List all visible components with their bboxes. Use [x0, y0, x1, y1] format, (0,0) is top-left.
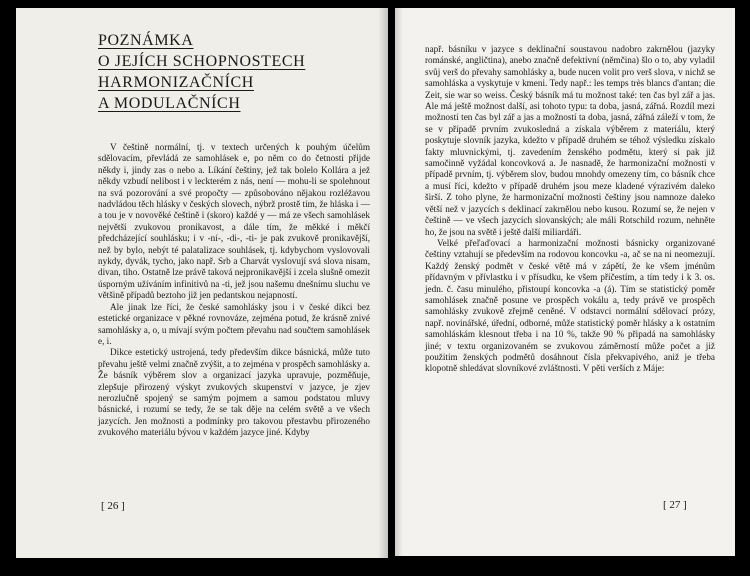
right-body-text [425, 44, 715, 375]
left-page [16, 8, 388, 558]
page-number: [ 26 ] [101, 500, 125, 512]
gutter-shadow [378, 8, 388, 558]
paragraph: Velké přeľaďovací a harmonizační možnosti básnicky organizované češtiny vztahují se především na rodovou koncovku -a, ač se na ni neomezují. Každý ženský podmět v české větě má v zápětí, že ke všem jménům přídavným v přívlastku i v přísudku, ke všem příčestím, a tím tedy i k 3. os. jedn. č. času minulého, přistoupí koncovka -a (á). Tím se statistický poměr samohlásek značně posune ve prospěch vokálu a, tedy právě ve prospěch samohlásky zvukově zřejmě ceněné. V odstavci normální sdělovací prózy, např. novinářské, úřední, odborné, může statistický poměr hlásky a k ostatním samohláskám klesnout třeba i na 10 %, takže 90 % připadá na samohlásky jiné; v textu organizovaném se zvukovou záměrností může počet a již použitím ženských podmětů dosáhnout čísla překvapivého, aniž je třeba klopotně shledávat slovníkové zvláštnosti. V pěti verších z Máje: [425, 237, 715, 374]
chapter-title [98, 30, 368, 114]
paragraph: V češtině normální, tj. v textech určených k pouhým účelům sdělovacím, převládá ze samohlásek e, po něm co do četnosti přijde někdy i, jindy zas o nebo a. Líkání češtiny, jež tak bolelo Kollára a jež někdy vzbudí nelibost i v leckterém z nás, není — mohu-li se spolehnout na svá pozorování a své propočty — způsobováno nějakou rozléžavou nadvládou těch hlásky v českých slovech, nýbrž prostě tím, že hláska i — a tou je v novověké češtině i (skoro) každé y — má ze všech samohlásek největší zvukovou pronikavost, a dále tím, že měkké i měkčí předcházející souhlásku; i v -ní-, -di-, -ti- je pak zvukově pronikavější, než by bylo, nebýt té palatalizace souhlásek, tj. kdybychom vyslovovali nykdy, dyvák, tycho, jako např. Srb a Charvát vyslovují svá slova nisam, divan, tiho. Ostatně lze právě taková nejpronikavější i zcela slušně omezit úsporným užíváním infinitivů na -ti, jež jsou našemu dnešnímu sluchu ve většině případů beztoho již jen pedantskou nejapností. [98, 142, 370, 301]
right-page [395, 8, 735, 556]
gutter-shadow [395, 8, 403, 556]
left-body-text [98, 142, 370, 439]
title-line: HARMONIZAČNÍCH [98, 74, 254, 91]
page-number: [ 27 ] [663, 499, 687, 511]
paragraph: Ale jinak lze říci, že české samohlásky jsou i v české dikci bez estetické organizace v pěkné rovnováze, zejména potud, že krásně znivé samohlásky a, o, u mívají svým počtem převahu nad součtem samohlásek e, i. [98, 301, 370, 346]
title-line: POZNÁMKA [98, 32, 194, 49]
paragraph: např. básníku v jazyce s deklinační soustavou nadobro zakrnělou (jazyky románské, angličtina), anebo značně defektivní (němčina) šlo o to, aby vyladil svůj verš do převahy samohlásky a, bude nucen volit pro verš slova, v nichž se samohláska a vyskytuje v kmeni. Tedy např.: les temps très blancs d'antan; die Zeit, sie war so weiss. Český básník má tu možnost také: ten čas byl zář a jas. Ale má ještě možnost další, asi tohoto typu: ta doba, jasná, zářná. Rozdíl mezi možností ten čas byl zář a jas a možností ta doba, jasná, zářná záleží v tom, že se v případě prvním zvukosledná a získala výběrem z materiálu, který poskytuje slovník jazyka, kdežto v případě druhém se téhož výsledku získalo fakty mluvnickými, tj. zavedením ženského podmětu, který si pak již samočinně vyžádal koncovková a. Je nasnadě, že harmonizační možnosti v případě prvním, tj. výběrem slov, budou mnohdy omezeny tím, co básník chce a musí říci, kdežto v případě druhém jsou meze kladené výrazivém daleko širší. Z toho plyne, že harmonizační možnosti češtiny jsou namnoze daleko větší než v jazycích s deklinací zakrnělou nebo kusou. Rozumí se, že nejen v češtině — ve všech jazycích slovanských; ale máli Rotschild rozum, nehněte ho, že jsou na světě i ještě další miliardáři. [425, 44, 715, 237]
title-line: O JEJÍCH SCHOPNOSTECH [98, 53, 306, 70]
paragraph: Dikce estetický ustrojená, tedy především dikce básnická, může tuto převahu ještě velmi značně zvýšit, a to zejména v prospěch samohlásky a. Že básník výběrem slov a organizací jazyka upravuje, pozměňuje, zlepšuje přirozený výskyt zvukových skupenství v jazyce, je zjev nerozlučně spojený se samým pojmem a samou podstatou mluvy básnické, i rozumí se tedy, že se tak děje na celém světě a ve všech jazycích. Jen možnosti a podmínky pro takovou přestavbu přirozeného zvukového materiálu bývou v každém jazyce jiné. Kdyby [98, 347, 370, 438]
title-line: A MODULAČNÍCH [98, 95, 241, 112]
